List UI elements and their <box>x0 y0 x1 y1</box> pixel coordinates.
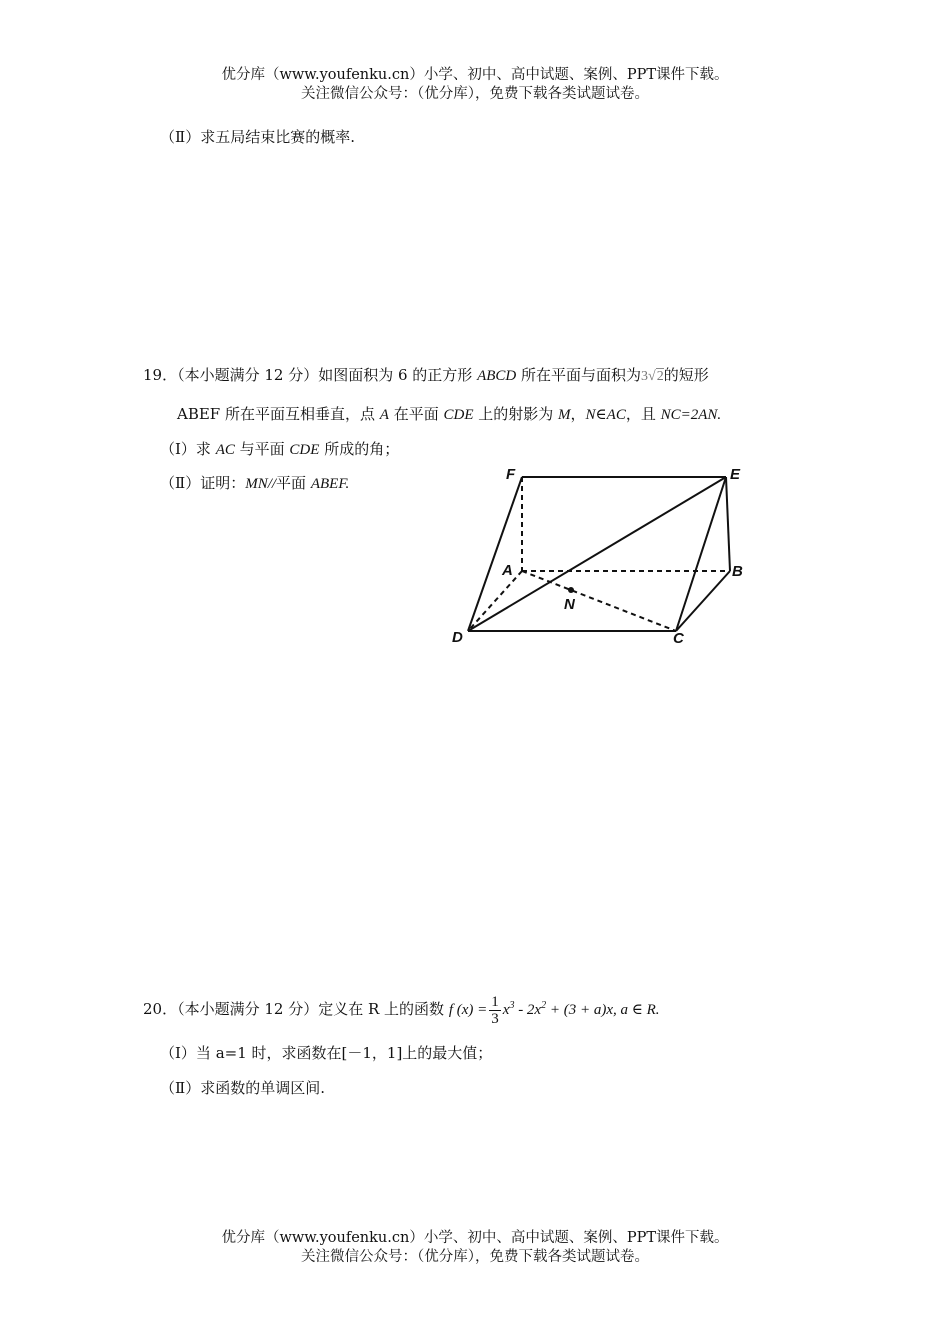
edge-ad <box>468 571 522 631</box>
q19-line2-c: 上的射影为 <box>473 405 559 423</box>
q19-pt-a: A <box>379 407 389 423</box>
label-c: C <box>673 630 684 647</box>
q20-line1 <box>143 994 660 1027</box>
label-b: B <box>732 563 743 580</box>
q20-frac-den: 3 <box>491 1011 499 1027</box>
q19-line2 <box>177 403 721 424</box>
edge-bc <box>676 571 730 631</box>
q19-line1 <box>143 364 709 385</box>
q20-term3: + (3 + a)x, a ∈ R. <box>546 1001 660 1018</box>
q19-part1-ac: AC <box>215 442 235 458</box>
q19-radicand: 2 <box>656 369 664 384</box>
q19-nc-eq: NC=2AN. <box>660 407 722 423</box>
q19-intro-a: （本小题满分 12 分）如图面积为 6 的正方形 <box>177 366 478 384</box>
edge-eb <box>726 477 730 571</box>
q19-part2-abef: ABEF. <box>310 476 350 492</box>
q20-frac-num: 1 <box>491 994 499 1010</box>
header-line-1: 优分库（www.youfenku.cn）小学、初中、高中试题、案例、PPT课件下载。 <box>221 67 729 83</box>
q18-part2: （Ⅱ）求五局结束比赛的概率. <box>160 128 355 146</box>
q19-part1-b: 与平面 <box>234 440 290 458</box>
label-d: D <box>452 629 463 646</box>
q20-f-lhs: f (x) = <box>448 1001 488 1018</box>
q19-line2-d: ， <box>570 405 586 423</box>
q20-exp2: 2 <box>541 999 547 1011</box>
footer-line-1: 优分库（www.youfenku.cn）小学、初中、高中试题、案例、PPT课件下载。 <box>221 1230 729 1246</box>
q20-term2: - 2x <box>514 1001 542 1018</box>
edge-ac <box>522 571 676 631</box>
q19-part2-b: 平面 <box>276 474 311 492</box>
q20-formula <box>448 994 660 1027</box>
q19-line2-a: ABEF 所在平面互相垂直，点 <box>177 405 380 423</box>
q20-intro: （本小题满分 12 分）定义在 R 上的函数 <box>177 999 449 1018</box>
q20-number: 20． <box>143 999 178 1018</box>
q19-part1-a: （Ⅰ）求 <box>160 440 216 458</box>
label-a: A <box>502 562 513 579</box>
page-footer <box>0 1229 950 1267</box>
q19-line2-b: 在平面 <box>388 405 444 423</box>
q19-sqrt-expression: 3√2 <box>641 369 664 384</box>
q19-intro-c: 的短形 <box>663 366 709 384</box>
q19-pt-m: M <box>558 407 571 423</box>
edge-ec <box>676 477 726 631</box>
q19-coef: 3 <box>641 369 649 384</box>
q20-exp1: 3 <box>509 999 515 1011</box>
q19-part2 <box>160 472 349 493</box>
q19-part2-mn: MN// <box>245 476 277 492</box>
q20-fraction <box>489 994 501 1027</box>
page-header <box>0 66 950 104</box>
q20-part1: （Ⅰ）当 a=1 时，求函数在[－1，1]上的最大值； <box>160 1044 493 1062</box>
edge-fd <box>468 477 522 631</box>
label-n: N <box>564 596 575 613</box>
header-line-2: 关注微信公众号：（优分库），免费下载各类试题试卷。 <box>301 86 649 102</box>
q19-part1 <box>160 438 399 459</box>
footer-line-2: 关注微信公众号：（优分库），免费下载各类试题试卷。 <box>301 1249 649 1265</box>
q19-abcd: ABCD <box>477 368 517 384</box>
q19-part1-cde: CDE <box>289 442 320 458</box>
label-e: E <box>730 466 741 483</box>
q19-part1-c: 所成的角； <box>319 440 400 458</box>
q19-number: 19． <box>143 366 178 384</box>
label-f: F <box>506 466 516 483</box>
q19-part2-a: （Ⅱ）证明： <box>160 474 246 492</box>
q19-n-in-ac: N∈AC <box>585 407 626 423</box>
point-n <box>568 587 574 593</box>
q20-term1: x <box>502 1001 510 1018</box>
q19-cde: CDE <box>443 407 474 423</box>
geometry-figure <box>440 455 760 655</box>
q19-intro-b: 所在平面与面积为 <box>516 366 642 384</box>
q20-part2: （Ⅱ）求函数的单调区间. <box>160 1079 325 1097</box>
q19-line2-e: ，且 <box>625 405 661 423</box>
edge-ed <box>468 477 726 631</box>
